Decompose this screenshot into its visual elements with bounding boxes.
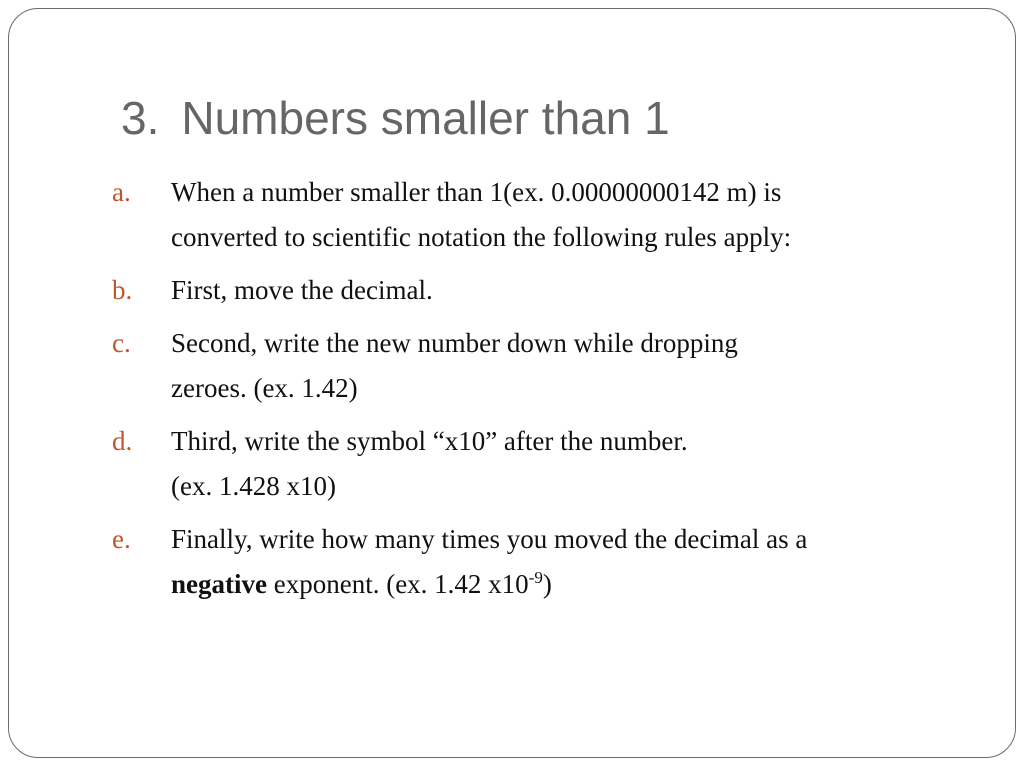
item-text-fragment: ) [542, 569, 552, 599]
item-text-line: converted to scientific notation the following rules apply: [171, 222, 792, 252]
title-number: 3. [121, 92, 160, 144]
list-item-a [112, 170, 972, 260]
list-marker: e. [112, 524, 131, 554]
item-text-line: zeroes. (ex. 1.42) [171, 373, 358, 403]
list-marker: d. [112, 426, 133, 456]
list-marker: c. [112, 328, 131, 358]
slide-title [121, 91, 670, 145]
list-item-c [112, 321, 972, 411]
list-item-e [112, 517, 972, 607]
item-text-line: Third, write the symbol “x10” after the number. [171, 426, 688, 456]
rules-list [112, 170, 972, 615]
item-text-line: When a number smaller than 1(ex. 0.00000000142 m) is [171, 177, 782, 207]
emphasis-word: negative [171, 569, 267, 599]
item-text-line: Finally, write how many times you moved the decimal as a [171, 524, 808, 554]
item-text-fragment: exponent. (ex. 1.42 x10 [266, 569, 529, 599]
title-text: Numbers smaller than 1 [181, 92, 670, 144]
list-marker: b. [112, 275, 133, 305]
list-item-b [112, 268, 972, 313]
list-marker: a. [112, 177, 131, 207]
item-text-line: Second, write the new number down while dropping [171, 328, 738, 358]
exponent-superscript: -9 [528, 568, 543, 587]
item-text-line: (ex. 1.428 x10) [171, 471, 336, 501]
list-item-d [112, 419, 972, 509]
item-text-line: First, move the decimal. [171, 275, 433, 305]
item-text-line-2 [171, 562, 972, 607]
